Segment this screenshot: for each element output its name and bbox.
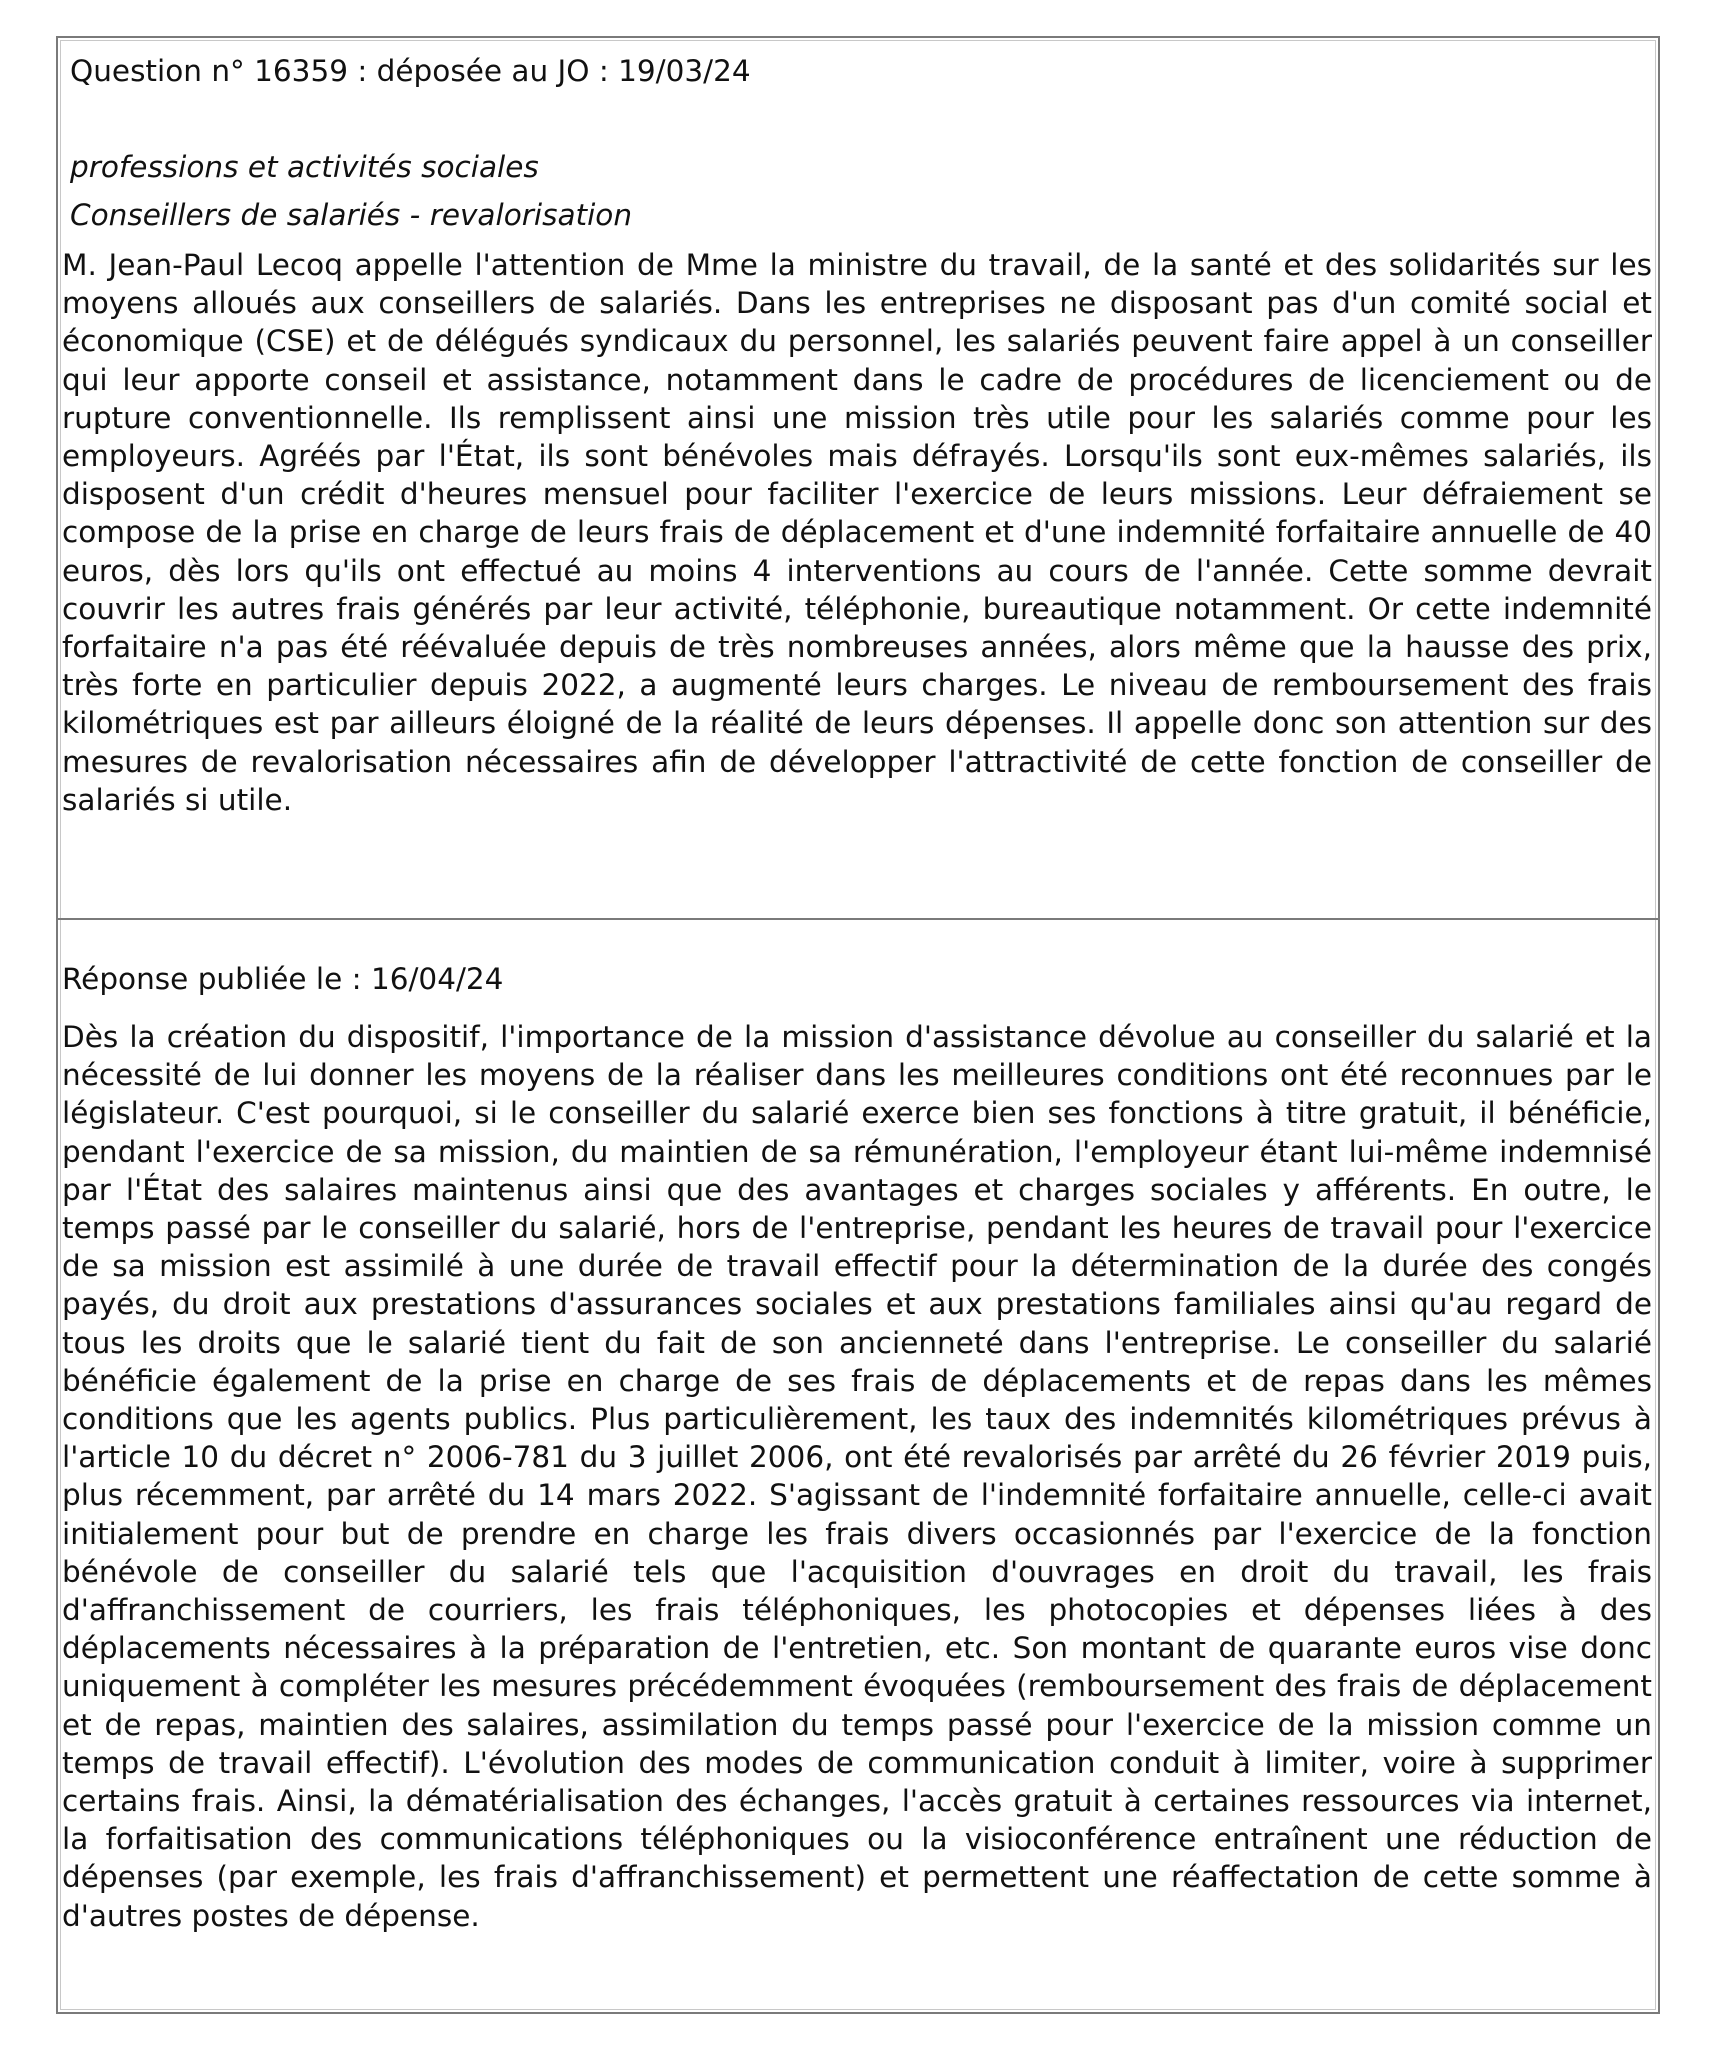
response-header: Réponse publiée le : 16/04/24 <box>62 962 504 996</box>
question-rubrique: professions et activités sociales <box>70 150 539 184</box>
question-header: Question n° 16359 : déposée au JO : 19/03/24 <box>70 54 751 88</box>
response-text: Dès la création du dispositif, l'importance de la mission d'assistance dévolue au conseiller du salarié et la nécessité de lui donner les moyens de la réaliser dans les meilleures conditions ont été reconnues par le législateur. C'est pourquoi, si le conseiller du salarié exerce bien ses fonctions à titre gratuit, il bénéficie, pendant l'exercice de sa mission, du maintien de sa rémunération, l'employeur étant lui-même indemnisé par l'État des salaires maintenus ainsi que des avantages et charges sociales y afférents. En outre, le temps passé par le conseiller du salarié, hors de l'entreprise, pendant les heures de travail pour l'exercice de sa mission est assimilé à une durée de travail effectif pour la détermination de la durée des congés payés, du droit aux prestations d'assurances sociales et aux prestations familiales ainsi qu'au regard de tous les droits que le salarié tient du fait de son ancienneté dans l'entreprise. Le conseiller du salarié bénéficie également de la prise en charge de ses frais de déplacements et de repas dans les mêmes conditions que les agents publics. Plus particulièrement, les taux des indemnités kilométriques prévus à l'article 10 du décret n° 2006-781 du 3 juillet 2006, ont été revalorisés par arrêté du 26 février 2019 puis, plus récemment, par arrêté du 14 mars 2022. S'agissant de l'indemnité forfaitaire annuelle, celle-ci avait initialement pour but de prendre en charge les frais divers occasionnés par l'exercice de la fonction bénévole de conseiller du salarié tels que l'acquisition d'ouvrages en droit du travail, les frais d'affranchissement de courriers, les frais téléphoniques, les photocopies et dépenses liées à des déplacements nécessaires à la préparation de l'entretien, etc. Son montant de quarante euros vise donc uniquement à compléter les mesures précédemment évoquées (remboursement des frais de déplacement et de repas, maintien des salaires, assimilation du temps passé pour l'exercice de la mission comme un temps de travail effectif). L'évolution des modes de communication conduit à limiter, voire à supprimer certains frais. Ainsi, la dématérialisation des échanges, l'accès gratuit à certaines ressources via internet, la forfaitisation des communications téléphoniques ou la visioconférence entraînent une réduction de dépenses (par exemple, les frais d'affranchissement) et permettent une réaffectation de cette somme à d'autres postes de dépense. <box>62 1020 1652 1933</box>
question-text: M. Jean-Paul Lecoq appelle l'attention de Mme la ministre du travail, de la santé et des solidarités sur les moyens alloués aux conseillers de salariés. Dans les entreprises ne disposant pas d'un comité social et économique (CSE) et de délégués syndicaux du personnel, les salariés peuvent faire appel à un conseiller qui leur apporte conseil et assistance, notamment dans le cadre de procédures de licenciement ou de rupture conventionnelle. Ils remplissent ainsi une mission très utile pour les salariés comme pour les employeurs. Agréés par l'État, ils sont bénévoles mais défrayés. Lorsqu'ils sont eux-mêmes salariés, ils disposent d'un crédit d'heures mensuel pour faciliter l'exercice de leurs missions. Leur défraiement se compose de la prise en charge de leurs frais de déplacement et d'une indemnité forfaitaire annuelle de 40 euros, dès lors qu'ils ont effectué au moins 4 interventions au cours de l'année. Cette somme devrait couvrir les autres frais générés par leur activité, téléphonie, bureautique notamment. Or cette indemnité forfaitaire n'a pas été réévaluée depuis de très nombreuses années, alors même que la hausse des prix, très forte en particulier depuis 2022, a augmenté leurs charges. Le niveau de remboursement des frais kilométriques est par ailleurs éloigné de la réalité de leurs dépenses. Il appelle donc son attention sur des mesures de revalorisation nécessaires afin de développer l'attractivité de cette fonction de conseiller de salariés si utile. <box>62 248 1652 817</box>
question-response-table <box>56 36 1660 2014</box>
response-cell <box>58 918 1658 2012</box>
question-analyse: Conseillers de salariés - revalorisation <box>70 198 633 232</box>
question-cell <box>58 38 1658 918</box>
